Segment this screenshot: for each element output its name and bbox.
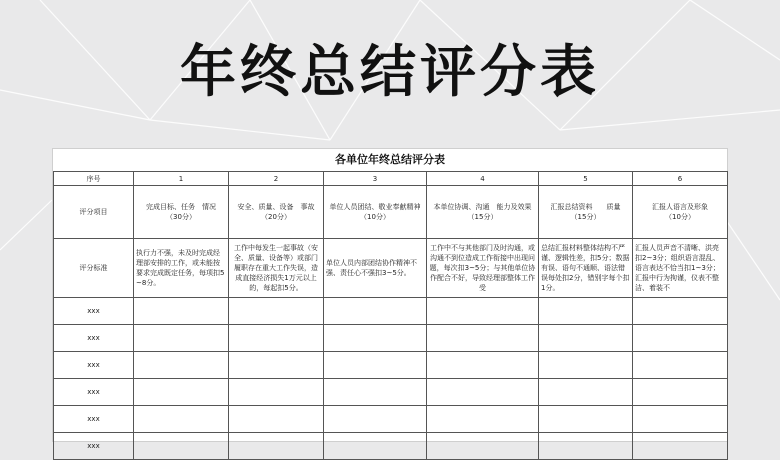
score-cell[interactable]: [539, 325, 633, 352]
score-cell[interactable]: [633, 325, 728, 352]
col-item-points: （20分）: [261, 213, 291, 221]
score-cell[interactable]: [229, 325, 324, 352]
row-label: xxx: [54, 433, 134, 460]
score-cell[interactable]: [134, 352, 229, 379]
row-label-item: 评分项目: [54, 186, 134, 239]
col-item-points: （15分）: [570, 213, 601, 221]
table-row: [54, 379, 728, 406]
table-row: [54, 325, 728, 352]
table-row: [54, 433, 728, 460]
score-cell[interactable]: [427, 298, 539, 325]
score-cell[interactable]: [134, 433, 229, 460]
score-cell[interactable]: [229, 298, 324, 325]
row-label: xxx: [54, 379, 134, 406]
score-cell[interactable]: [633, 352, 728, 379]
score-cell[interactable]: [539, 298, 633, 325]
col-item-title: 本单位协调、沟通 能力及效果: [433, 203, 532, 211]
score-cell[interactable]: [633, 379, 728, 406]
col-num-2: 2: [229, 172, 324, 186]
score-cell[interactable]: [539, 379, 633, 406]
header-row-item: [54, 186, 728, 239]
score-cell[interactable]: [427, 379, 539, 406]
table-row: [54, 298, 728, 325]
col-item-3: [324, 186, 427, 239]
score-cell[interactable]: [134, 406, 229, 433]
col-item-points: （30分）: [166, 213, 196, 221]
score-cell[interactable]: [229, 379, 324, 406]
col-criterion-3: 单位人员内部团结协作精神不强、责任心不强扣3~5分。: [324, 239, 427, 298]
score-cell[interactable]: [324, 379, 427, 406]
header-row-standard: [54, 239, 728, 298]
col-item-title: 汇报人语言及形象: [652, 203, 708, 211]
score-cell[interactable]: [134, 379, 229, 406]
score-sheet: [52, 148, 728, 450]
col-item-title: 单位人员团结、敬业奉献精神: [329, 203, 421, 211]
col-criterion-6: 汇报人员声音不清晰、洪亮扣2~3分；组织语言混乱、语言表达不恰当扣1~3分；汇报中行为拘谨，仪表不整洁、着装不: [633, 239, 728, 298]
score-cell[interactable]: [539, 406, 633, 433]
row-label: xxx: [54, 406, 134, 433]
score-cell[interactable]: [324, 325, 427, 352]
row-label-index: 序号: [54, 172, 134, 186]
col-item-points: （10分）: [360, 213, 390, 221]
score-cell[interactable]: [229, 406, 324, 433]
score-cell[interactable]: [229, 433, 324, 460]
score-cell[interactable]: [134, 298, 229, 325]
score-cell[interactable]: [324, 406, 427, 433]
col-item-2: [229, 186, 324, 239]
row-label: xxx: [54, 298, 134, 325]
col-num-4: 4: [427, 172, 539, 186]
col-item-5: [539, 186, 633, 239]
col-item-title: 安全、质量、设备 事故: [237, 203, 315, 211]
score-cell[interactable]: [229, 352, 324, 379]
score-cell[interactable]: [324, 352, 427, 379]
col-num-3: 3: [324, 172, 427, 186]
col-criterion-5: 总结汇报材料整体结构不严谨、逻辑性差，扣5分；数据有误、语句不通顺、语法错误每处扣2分，错别字每个扣1分。: [539, 239, 633, 298]
col-item-4: [427, 186, 539, 239]
col-criterion-2: 工作中每发生一起事故（安全、质量、设备等）或部门履职存在重大工作失误，造成直接经济损失1万元以上的，每起扣5分。: [229, 239, 324, 298]
score-cell[interactable]: [324, 433, 427, 460]
score-cell[interactable]: [539, 352, 633, 379]
row-label-standard: 评分标准: [54, 239, 134, 298]
col-item-6: [633, 186, 728, 239]
score-table: [53, 171, 728, 460]
col-num-6: 6: [633, 172, 728, 186]
page-title: 年终总结评分表: [180, 40, 600, 105]
col-item-title: 汇报总结资料 质量: [550, 203, 621, 211]
col-num-5: 5: [539, 172, 633, 186]
score-cell[interactable]: [427, 433, 539, 460]
score-cell[interactable]: [633, 298, 728, 325]
score-cell[interactable]: [633, 406, 728, 433]
col-criterion-4: 工作中不与其他部门及时沟通，或沟通不到位造成工作衔接中出现问题，每次扣3~5分；与其他单位协作配合不好，导致经理部整体工作受: [427, 239, 539, 298]
col-criterion-1: 执行力不强，未及时完成经理部安排的工作，或未能按要求完成既定任务，每项扣5~8分。: [134, 239, 229, 298]
col-item-points: （10分）: [665, 213, 695, 221]
score-cell[interactable]: [427, 406, 539, 433]
score-cell[interactable]: [427, 352, 539, 379]
score-cell[interactable]: [324, 298, 427, 325]
header-row-index: [54, 172, 728, 186]
col-item-title: 完成目标、任务 情况: [146, 203, 216, 211]
table-row: [54, 352, 728, 379]
sheet-title: 各单位年终总结评分表: [335, 153, 445, 166]
score-cell[interactable]: [427, 325, 539, 352]
col-num-1: 1: [134, 172, 229, 186]
row-label: xxx: [54, 325, 134, 352]
score-cell[interactable]: [633, 433, 728, 460]
score-cell[interactable]: [134, 325, 229, 352]
col-item-points: （15分）: [467, 213, 498, 221]
score-cell[interactable]: [539, 433, 633, 460]
row-label: xxx: [54, 352, 134, 379]
col-item-1: [134, 186, 229, 239]
table-row: [54, 406, 728, 433]
